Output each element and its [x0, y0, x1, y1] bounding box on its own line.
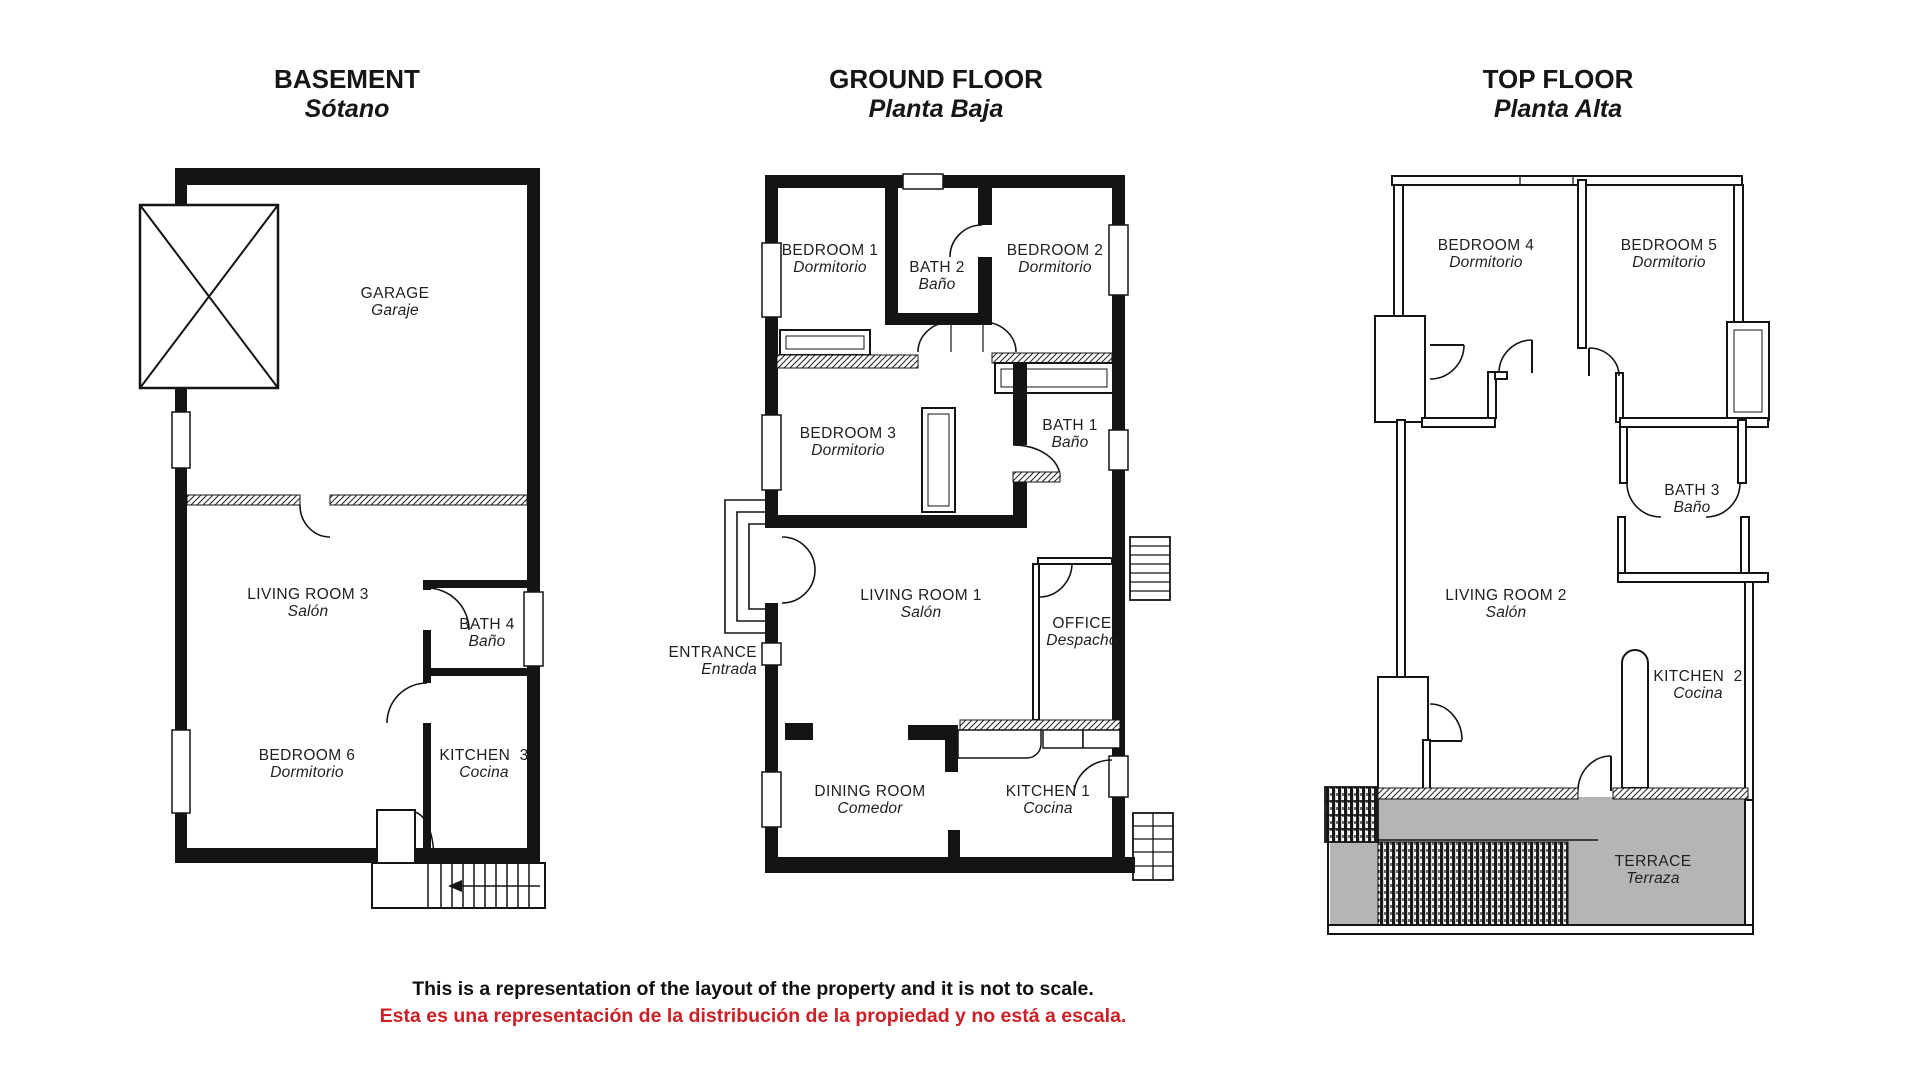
tf-bedroom-divider — [1578, 180, 1586, 348]
label-living-room-1: LIVING ROOM 1 Salón — [860, 587, 982, 621]
basement-top-wall — [175, 168, 540, 185]
tf-alcove-upper — [1375, 316, 1425, 422]
disclaimer-en: This is a representation of the layout of the property and it is not to scale. — [412, 978, 1094, 1000]
label-kitchen-3: KITCHEN 3 Cocina — [439, 747, 529, 781]
label-bedroom-5: BEDROOM 5 Dormitorio — [1620, 237, 1718, 271]
top-floor-title — [1483, 64, 1634, 124]
gf-external-stairs-lower — [1133, 813, 1173, 880]
gf-window-bedroom1 — [762, 243, 781, 317]
basement-title — [274, 64, 420, 124]
tf-arrival-stairs — [1325, 787, 1378, 842]
gf-bedroom1-wardrobe — [780, 330, 870, 355]
label-bath-2: BATH 2 Baño — [909, 259, 965, 293]
basement-divider-door-arc — [300, 505, 330, 537]
gf-external-stairs-upper — [1130, 537, 1170, 600]
basement-window-left-2 — [172, 730, 190, 813]
tf-closet-lower — [1378, 677, 1428, 793]
garage-ramp-symbol — [140, 205, 278, 388]
basement-window-left-1 — [172, 412, 190, 468]
label-terrace: TERRACE Terraza — [1614, 853, 1692, 887]
label-bedroom-6: BEDROOM 6 Dormitorio — [258, 747, 356, 781]
basement-window-right — [524, 592, 543, 666]
tf-bath3-bottom-wall — [1618, 573, 1768, 582]
label-office: OFFICE Despacho — [1046, 615, 1118, 649]
gf-bathtub — [995, 363, 1113, 393]
basement-plan — [140, 168, 545, 908]
stairs-arrow — [448, 880, 462, 892]
gf-window-dining — [762, 772, 781, 827]
disclaimer — [253, 976, 1253, 1030]
label-garage: GARAGE Garaje — [360, 285, 430, 319]
label-bath-3: BATH 3 Baño — [1664, 482, 1720, 516]
label-bedroom-2: BEDROOM 2 Dormitorio — [1006, 242, 1104, 276]
label-living-room-2: LIVING ROOM 2 Salón — [1445, 587, 1567, 621]
tf-doors — [1430, 340, 1743, 791]
basement-title-es: Sótano — [304, 95, 390, 123]
label-bedroom-1: BEDROOM 1 Dormitorio — [781, 242, 879, 276]
top-floor-title-en: TOP FLOOR — [1482, 64, 1634, 94]
gf-window-bedroom2 — [1109, 225, 1128, 295]
tf-terrace-bottom-wall — [1328, 925, 1753, 934]
label-dining-room: DINING ROOM Comedor — [814, 783, 926, 817]
tf-bath3-door-left — [1627, 483, 1661, 517]
label-kitchen-1: KITCHEN 1 Cocina — [1005, 783, 1091, 817]
tf-kitchen-island — [1622, 650, 1648, 788]
top-floor-plan — [1325, 176, 1769, 934]
disclaimer-es: Esta es una representación de la distribución de la propiedad y no está a escala. — [379, 1005, 1127, 1027]
tf-terrace-door — [1578, 756, 1611, 791]
ground-floor-title-es: Planta Baja — [868, 95, 1004, 123]
basement-title-en: BASEMENT — [274, 64, 420, 94]
gf-hall-arch-doors — [918, 322, 1016, 352]
label-bath-4: BATH 4 Baño — [459, 616, 515, 650]
label-bedroom-3: BEDROOM 3 Dormitorio — [799, 425, 897, 459]
gf-window-sidelight — [762, 643, 781, 665]
basement-divider-wall — [187, 495, 300, 505]
label-kitchen-2: KITCHEN 2 Cocina — [1653, 668, 1743, 702]
ground-floor-title-en: GROUND FLOOR — [829, 64, 1043, 94]
tf-bedroom4-door — [1499, 340, 1532, 373]
tf-bedroom5-door — [1589, 348, 1619, 376]
ground-floor-title — [829, 64, 1043, 124]
gf-entrance-double-door — [782, 537, 815, 603]
tf-top-wall — [1392, 176, 1742, 185]
top-floor-title-es: Planta Alta — [1493, 95, 1623, 123]
label-bath-1: BATH 1 Baño — [1042, 417, 1098, 451]
gf-entrance-porch — [725, 500, 768, 633]
gf-kitchen-counters — [958, 730, 1120, 758]
gf-bath2-door-arc — [950, 225, 982, 257]
label-entrance: ENTRANCE Entrada — [668, 644, 757, 678]
gf-window-bedroom3 — [762, 415, 781, 490]
gf-window-bath1 — [1109, 430, 1128, 470]
label-living-room-3: LIVING ROOM 3 Salón — [247, 586, 369, 620]
gf-window-top — [903, 174, 943, 189]
gf-office-door-arc — [1039, 563, 1072, 597]
terrace-pergola — [1378, 842, 1568, 927]
gf-bedroom3-wardrobe — [922, 408, 955, 512]
label-bedroom-4: BEDROOM 4 Dormitorio — [1437, 237, 1535, 271]
basement-stairs — [372, 863, 545, 908]
